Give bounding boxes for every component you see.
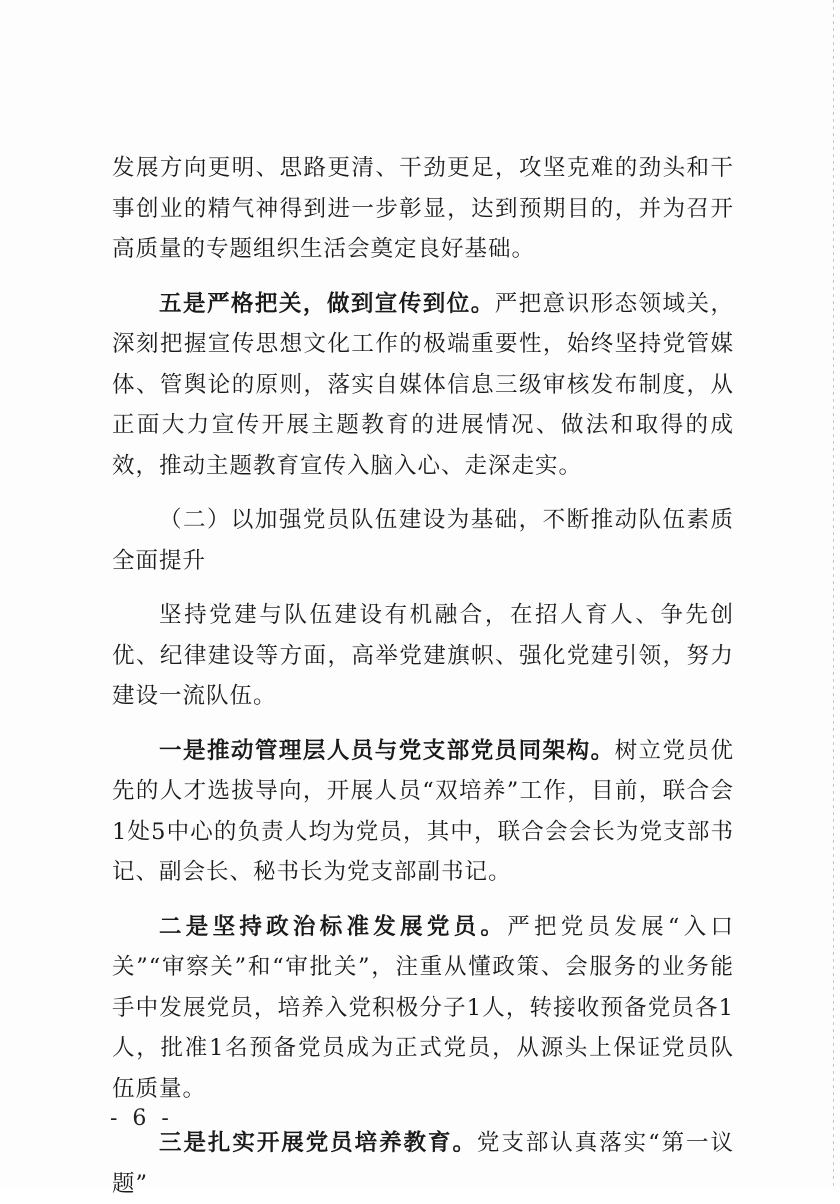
paragraph: [112, 284, 734, 487]
paragraph-lead: 二是坚持政治标准发展党员。: [159, 913, 508, 940]
page-number: - 6 -: [110, 1106, 173, 1131]
paragraph: [112, 148, 734, 270]
scan-edge-divider: [833, 0, 834, 1188]
document-body: [112, 148, 734, 1204]
paragraph: [112, 595, 734, 717]
paragraph-text: 党支部认真落实“第一议题”: [112, 1130, 734, 1197]
paragraph-lead: 一是推动管理层人员与党支部党员同架构。: [159, 737, 615, 764]
paragraph: [112, 907, 734, 1110]
paragraph-text: （二）以加强党员队伍建设为基础，不断推动队伍素质全面提升: [112, 507, 734, 574]
paragraph-text: 树立党员优先的人才选拔导向，开展人员“双培养”工作，目前，联合会1处5中心的负责人均为党员，其中，联合会会长为党支部书记、副会长、秘书长为党支部副书记。: [112, 737, 734, 885]
paragraph-text: 严把意识形态领域关，深刻把握宣传思想文化工作的极端重要性，始终坚持党管媒体、管舆论的原则，落实自媒体信息三级审核发布制度，从正面大力宣传开展主题教育的进展情况、做法和取得的成效，推动主题教育宣传入脑入心、走深走实。: [112, 290, 734, 479]
paragraph-lead: 五是严格把关，做到宣传到位。: [159, 290, 495, 317]
section-heading: [112, 500, 734, 581]
paragraph-text: 坚持党建与队伍建设有机融合，在招人育人、争先创优、纪律建设等方面，高举党建旗帜、强化党建引领，努力建设一流队伍。: [112, 602, 734, 709]
paragraph-text: 严把党员发展“入口关”“审察关”和“审批关”，注重从懂政策、会服务的业务能手中发展党员，培养入党积极分子1人，转接收预备党员各1人，批准1名预备党员成为正式党员，从源头上保证党员队伍质量。: [112, 913, 734, 1102]
paragraph: [112, 1123, 734, 1204]
paragraph: [112, 731, 734, 893]
paragraph-lead: 三是扎实开展党员培养教育。: [159, 1130, 477, 1156]
paragraph-text: 发展方向更明、思路更清、干劲更足，攻坚克难的劲头和干事创业的精气神得到进一步彰显，达到预期目的，并为召开高质量的专题组织生活会奠定良好基础。: [112, 155, 734, 262]
